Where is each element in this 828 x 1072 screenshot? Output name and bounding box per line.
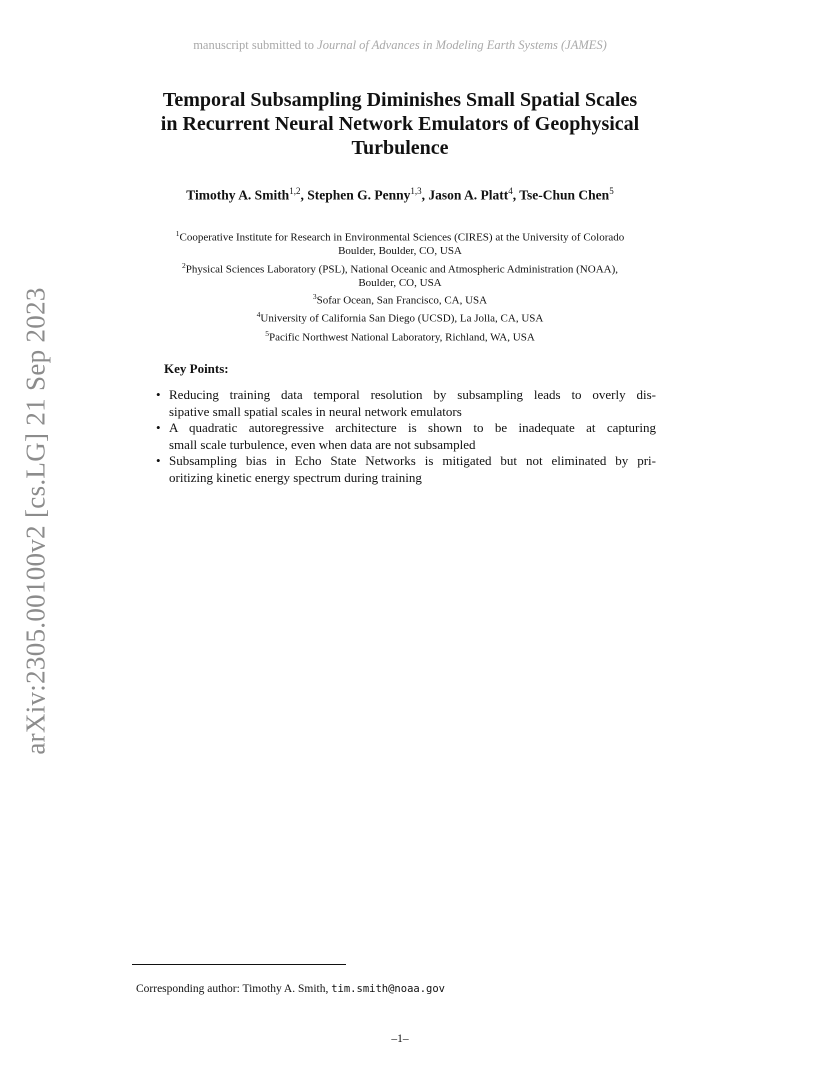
author-name: Jason A. Platt [428, 187, 509, 203]
bullet-icon: • [156, 420, 161, 435]
author-affil-sup: 1,3 [410, 186, 422, 196]
paper-title [120, 88, 680, 160]
author-name: Timothy A. Smith [186, 187, 290, 203]
author-affil-sup: 4 [508, 186, 513, 196]
title-line: in Recurrent Neural Network Emulators of Geophysical [160, 113, 640, 135]
header-journal: Journal of Advances in Modeling Earth Systems (JAMES) [317, 38, 607, 52]
affiliation-line [120, 290, 680, 308]
running-header [0, 38, 800, 53]
key-point-item [156, 387, 656, 420]
corresponding-author-footnote [136, 983, 445, 995]
arxiv-side-stamp: arXiv:2305.00100v2 [cs.LG] 21 Sep 2023 [20, 287, 51, 755]
footnote-name: Timothy A. Smith, [242, 983, 329, 995]
key-points-list [156, 387, 656, 486]
affiliation-sup: 3 [312, 292, 317, 302]
affiliation-text: Cooperative Institute for Research in Environmental Sciences (CIRES) at the University of Colorado [179, 231, 625, 244]
affiliation-line [120, 227, 680, 245]
key-point-line: sipative small spatial scales in neural network emulators [169, 403, 462, 419]
author-name: Stephen G. Penny [307, 187, 411, 203]
key-point-line: A quadratic autoregressive architecture is shown to be inadequate at capturing [169, 420, 656, 435]
affiliation-line: Boulder, Boulder, CO, USA [338, 245, 462, 258]
affiliation-text: University of California San Diego (UCSD), La Jolla, CA, USA [260, 313, 544, 326]
affiliation-line [120, 259, 680, 277]
bullet-icon: • [156, 453, 161, 468]
bullet-icon: • [156, 387, 161, 402]
key-point-line: small scale turbulence, even when data are not subsampled [169, 436, 476, 452]
affiliation-sup: 5 [265, 328, 269, 338]
author-name: Tse-Chun Chen [519, 187, 610, 203]
author-list [80, 186, 720, 204]
affiliation-text: Physical Sciences Laboratory (PSL), National Oceanic and Atmospheric Administration (NOAA), [185, 263, 618, 276]
affiliation-sup: 2 [181, 260, 186, 270]
affiliations [120, 227, 680, 345]
author-email-link[interactable]: tim.smith@noaa.gov [331, 983, 446, 995]
author-affil-sup: 5 [609, 186, 614, 196]
affiliation-sup: 4 [256, 310, 261, 320]
affiliation-text: Pacific Northwest National Laboratory, Richland, WA, USA [268, 331, 535, 344]
author-separator: , [421, 187, 429, 203]
key-point-line: Reducing training data temporal resolution by subsampling leads to overly dis- [169, 387, 656, 402]
title-line: Turbulence [351, 137, 449, 159]
author-affil-sup: 1,2 [289, 186, 301, 196]
footnote-label: Corresponding author: [136, 983, 240, 995]
key-point-item [156, 420, 656, 453]
affiliation-text: Sofar Ocean, San Francisco, CA, USA [316, 294, 488, 307]
affiliation-line: Boulder, CO, USA [358, 276, 442, 289]
affiliation-line [120, 308, 680, 326]
key-point-item [156, 453, 656, 486]
affiliation-line [120, 327, 680, 345]
key-point-line: Subsampling bias in Echo State Networks is mitigated but not eliminated by pri- [169, 453, 656, 468]
footnote-divider [132, 964, 346, 965]
author-separator: , [512, 187, 520, 203]
author-separator: , [300, 187, 308, 203]
key-points-heading: Key Points: [164, 361, 229, 376]
key-point-line: oritizing kinetic energy spectrum during training [169, 469, 422, 485]
title-line: Temporal Subsampling Diminishes Small Spatial Scales [162, 89, 638, 111]
affiliation-sup: 1 [175, 229, 180, 238]
header-prefix: manuscript submitted to [193, 38, 315, 52]
page-number: –1– [391, 1033, 409, 1045]
